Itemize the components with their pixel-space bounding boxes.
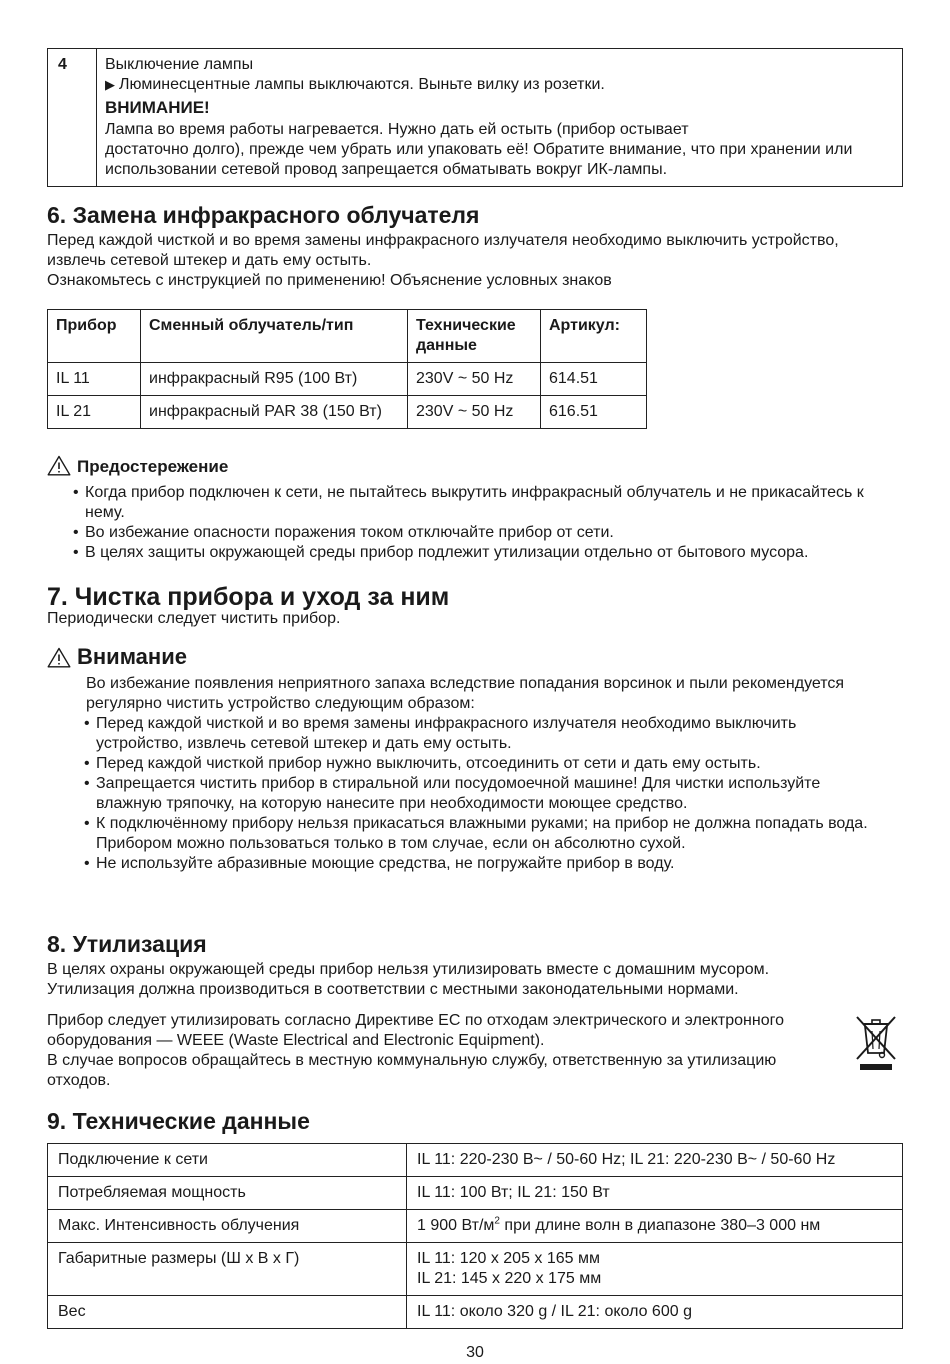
spec-key: Потребляемая мощность [48,1177,407,1210]
disposal-paragraph-2: Прибор следует утилизировать согласно Директиве ЕС по отходам электрического и электронного оборудования — WEEE (Waste Electrical and Electronic Equipment). [47,1012,784,1049]
step-table [47,48,903,187]
attention-intro: Во избежание появления неприятного запаха вследствие попадания ворсинок и пыли рекомендуется регулярно чистить устройство следующим образом: [86,675,845,712]
caution-list [73,483,873,563]
technical-data-table [47,1143,903,1329]
table-row [48,1243,903,1296]
section-9-heading: 9. Технические данные [47,1108,310,1134]
step-content [97,49,903,187]
table-header-cell: Прибор [48,310,141,363]
step-number: 4 [48,49,97,187]
list-item: • Перед каждой чисткой и во время замены инфракрасного излучателя необходимо выключить устройство, извлечь сетевой штекер и дать ему остыть. [84,714,874,754]
table-row [48,1296,903,1329]
spec-key: Вес [48,1296,407,1329]
spec-value-line: IL 21: 145 x 220 x 175 мм [417,1270,602,1287]
spec-value-pre: 1 900 Вт/м [417,1217,495,1234]
spec-value-post: при длине волн в диапазоне 380–3 000 нм [499,1217,821,1234]
attention-label: ВНИМАНИЕ! [105,98,210,117]
table-cell: 616.51 [541,396,647,429]
table-cell: инфракрасный R95 (100 Вт) [141,363,408,396]
warning-triangle-icon [47,647,71,675]
table-cell: инфракрасный PAR 38 (150 Вт) [141,396,408,429]
list-item: • Перед каждой чисткой прибор нужно выключить, отсоединить от сети и дать ему остыть. [84,754,874,774]
attention-title: Внимание [77,644,187,669]
caution-title: Предостережение [77,457,229,476]
spec-value [407,1210,903,1243]
table-cell: 230V ~ 50 Hz [408,363,541,396]
section-7-heading: 7. Чистка прибора и уход за ним [47,583,450,611]
spec-key: Подключение к сети [48,1144,407,1177]
table-header-cell: Артикул: [541,310,647,363]
table-cell: 614.51 [541,363,647,396]
section-8-heading: 8. Утилизация [47,931,207,957]
step-row [48,49,903,187]
table-cell: IL 11 [48,363,141,396]
table-header-cell: Технические данные [408,310,541,363]
section-6-line-3: Ознакомьтесь с инструкцией по применению! Объяснение условных знаков [47,272,612,289]
spare-lamp-table [47,309,647,429]
attention-heading [47,643,187,675]
attention-line-1: Лампа во время работы нагревается. Нужно дать ей остыть (прибор остывает [105,121,689,138]
page-number: 30 [466,1344,484,1361]
spec-value-line: IL 11: 120 x 205 x 165 мм [417,1250,601,1267]
arrow-right-icon: ▶ [105,77,115,92]
disposal-paragraph-3: В случае вопросов обращайтесь в местную коммунальную службу, ответственную за утилизацию отходов. [47,1052,777,1089]
list-item: • Не используйте абразивные моющие средства, не погружайте прибор в воду. [84,854,874,874]
spec-key: Макс. Интенсивность облучения [48,1210,407,1243]
table-cell: IL 21 [48,396,141,429]
table-row [48,1144,903,1177]
spec-value: IL 11: 100 Вт; IL 21: 150 Вт [407,1177,903,1210]
section-7-intro: Периодически следует чистить прибор. [47,610,341,627]
step-title: Выключение лампы [105,56,254,73]
table-row [48,1177,903,1210]
table-row [48,1210,903,1243]
crossed-out-wheelie-bin-icon [852,1013,900,1077]
list-item: • К подключённому прибору нельзя прикасаться влажными руками; на прибор не должна попадать вода. Прибором можно пользоваться только в том случае, если он абсолютно сухой. [84,814,874,854]
spec-key: Габаритные размеры (Ш x В x Г) [48,1243,407,1296]
section-6-text [47,231,907,291]
table-header-row [48,310,647,363]
table-header-cell: Сменный облучатель/тип [141,310,408,363]
spec-value [407,1243,903,1296]
table-row [48,363,647,396]
table-row [48,396,647,429]
table-cell: 230V ~ 50 Hz [408,396,541,429]
cleaning-list [84,714,874,874]
list-item: • В целях защиты окружающей среды прибор подлежит утилизации отдельно от бытового мусора. [73,543,873,563]
caution-heading [47,455,228,482]
list-item: • Запрещается чистить прибор в стиральной или посудомоечной машине! Для чистки используйте влажную тряпочку, на которую нанесите при необходимости моющее средство. [84,774,874,814]
step-arrow-line [105,75,894,95]
list-item: • Когда прибор подключен к сети, не пытайтесь выкрутить инфракрасный облучатель и не прикасайтесь к нему. [73,483,873,523]
disposal-paragraph-1: В целях охраны окружающей среды прибор нельзя утилизировать вместе с домашним мусором. Утилизация должна производиться в соответствии с местными законодательными нормами. [47,961,770,998]
attention-line-2: достаточно долго), прежде чем убрать или упаковать её! Обратите внимание, что при хранении или [105,141,853,158]
step-arrow-text: Люминесцентные лампы выключаются. Выньте вилку из розетки. [119,76,605,93]
section-6-heading: 6. Замена инфракрасного облучателя [47,202,480,228]
section-6-line-1: Перед каждой чисткой и во время замены инфракрасного излучателя необходимо выключить устройство, [47,232,839,249]
list-item: • Во избежание опасности поражения током отключайте прибор от сети. [73,523,873,543]
spec-value: IL 11: 220-230 В~ / 50-60 Hz; IL 21: 220-230 В~ / 50-60 Hz [407,1144,903,1177]
warning-triangle-icon [47,455,71,482]
spec-value-superscript: 2 [494,1215,500,1227]
section-6-line-2: извлечь сетевой штекер и дать ему остыть. [47,252,372,269]
spec-value: IL 11: около 320 g / IL 21: около 600 g [407,1296,903,1329]
attention-line-3: использовании сетевой провод запрещается обматывать вокруг ИК-лампы. [105,161,668,178]
